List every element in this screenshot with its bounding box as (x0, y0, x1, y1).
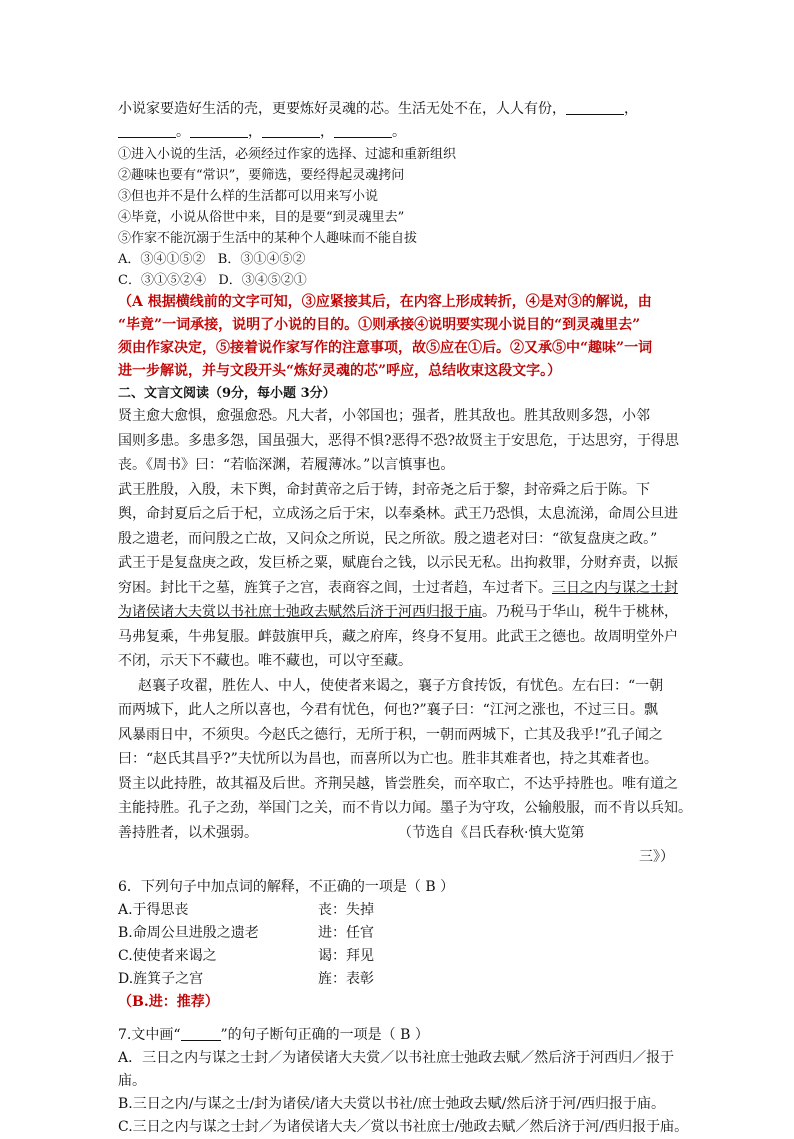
q7-option: B.三日之内/与谋之士/封为诸侯/诸大夫赏以书社/庶士弛政去赋/然后济于河/西归报于庙。 (118, 1095, 666, 1112)
underlined-sentence: 三日之内与谋之士封 (552, 579, 678, 596)
q7-stem: 7.文中画“ ”的句子断句正确的一项是（ B ） (118, 1026, 429, 1043)
passage-line: 丧。《周书》曰：“若临深渊，若履薄冰。”以言慎事也。 (118, 457, 455, 473)
q5-option: ③但也并不是什么样的生活都可以用来写小说 (118, 189, 379, 204)
q5-answer-line: 进一步解说，并与文段开头“炼好灵魂的芯”呼应，总结收束这段文字。） (118, 363, 562, 379)
q6-item: D.旌箕子之宫 旌：表彰 (118, 970, 374, 987)
passage-line: 曰：“赵氏其昌乎?”夫忧所以为昌也，而喜所以为亡也。胜非其难者也，持之其难者也。 (118, 751, 658, 767)
q5-answer-line: 须由作家决定，⑤接着说作家写作的注意事项，故⑤应在①后。②又承⑤中“趣味”一词 (118, 340, 653, 356)
passage-line: 不闭，示天下不藏也。唯不藏也，可以守至藏。 (118, 653, 412, 669)
passage-line: 武王胜殷，入殷，未下舆，命封黄帝之后于铸，封帝尧之后于黎，封帝舜之后于陈。下 (118, 481, 650, 498)
q6-item: B.命周公旦进殷之遗老 进：任官 (118, 924, 374, 941)
q7-option: 庙。 (118, 1072, 146, 1089)
q5-option: ④毕竟，小说从俗世中来，目的是要“到灵魂里去” (118, 210, 405, 225)
document-content (118, 98, 692, 1139)
answer-blank (566, 100, 624, 115)
q7-option: C.三日之内与谋之士封／为诸侯诸大夫／赏以书社庶士/弛政去赋／然后济于河/西归报于庙。 (118, 1118, 689, 1135)
q5-option: ②趣味也要有“常识”，要筛选，要经得起灵魂拷问 (118, 168, 405, 183)
q5-stem-line1: 小说家要造好生活的壳，更要炼好灵魂的芯。生活无处不在，人人有份， ， (118, 101, 638, 117)
q6-item: C.使使者来谒之 谒：拜见 (118, 947, 374, 964)
passage-line: 马弗复乘，牛弗复服。衅鼓旗甲兵，藏之府库，终身不复用。此武王之德也。故周明堂外户 (118, 628, 678, 645)
q5-option: ①进入小说的生活，必须经过作家的选择、过滤和重新组织 (118, 147, 457, 162)
q7-option: A．三日之内与谋之士封／为诸侯诸大夫赏／以书社庶士弛政去赋／然后济于河西归／报于 (118, 1049, 675, 1066)
passage-line: 舆，命封夏后之后于杞，立成汤之后于宋，以奉桑林。武王乃恐惧，太息流涕，命周公旦进 (118, 506, 678, 522)
passage-source: 三》） (639, 849, 674, 865)
passage-line: 贤主以此持胜，故其福及后世。齐荆吴越，皆尝胜矣，而卒取亡，不达乎持胜也。唯有道之 (118, 775, 678, 792)
passage-line: 主能持胜。孔子之劲，举国门之关，而不肯以力闻。墨子为守攻，公输般服，而不肯以兵知。 (118, 800, 692, 816)
passage-line: 国则多患。多患多怨，国虽强大，恶得不惧?恶得不恐?故贤主于安思危，于达思穷，于得思 (118, 432, 680, 449)
section-title: 二、文言文阅读（9分，每小题 3分） (118, 386, 336, 401)
q6-answer: （B.进：推荐） (118, 993, 219, 1010)
q5-choices-ab: A．③④①⑤② B．③①④⑤② (118, 252, 306, 267)
passage-line: 武王于是复盘庚之政，发巨桥之粟，赋鹿台之钱，以示民无私。出拘救罪，分财弃责，以振 (118, 555, 678, 571)
q6-stem: 6．下列句子中加点词的解释，不正确的一项是（ B ） (118, 878, 455, 895)
answer-blank (118, 123, 176, 138)
q5-stem-line2: 。 ， ， 。 (118, 121, 678, 144)
q6-item: A.于得思丧 丧：失掉 (118, 901, 374, 918)
passage-line: 赵襄子攻翟，胜佐人、中人，使使者来谒之，襄子方食抟饭，有忧色。左右曰：“一朝 (138, 677, 664, 694)
passage-line: 而两城下，此人之所以喜也，今君有忧色，何也?”襄子曰：“江河之涨也，不过三日。飘 (118, 702, 658, 718)
passage-last-line: 善持胜者，以术强弱。 （节选自《吕氏春秋·慎大览第 (118, 824, 585, 841)
underline-sample (181, 1026, 221, 1041)
passage-line: 殷之遗老，而问殷之亡故，又问众之所说，民之所欲。殷之遗老对曰：“欲复盘庚之政。” (118, 530, 658, 547)
passage-line: 风暴雨日中，不须臾。今赵氏之德行，无所于积，一朝而两城下，亡其及我乎!”孔子闻之 (118, 726, 663, 743)
q5-answer-line: （A 根据横线前的文字可知，③应紧接其后，在内容上形成转折，④是对③的解说，由 (118, 294, 652, 310)
passage-line: 穷困。封比干之墓，旌箕子之宫，表商容之闾，士过者趋，车过者下。三日之内与谋之士封 (118, 579, 678, 596)
answer-blank (190, 123, 248, 138)
q5-choices-cd: C．③①⑤②④ D．③④⑤②① (118, 273, 307, 288)
passage-line: 贤主愈大愈惧，愈强愈恐。凡大者，小邻国也；强者，胜其敌也。胜其敌则多怨，小邻 (118, 408, 650, 424)
underlined-sentence: 为诸侯诸大夫赏以书社庶士弛政去赋然后济于河西归报于庙 (118, 604, 482, 620)
q5-option: ⑤作家不能沉溺于生活中的某种个人趣味而不能自拔 (118, 231, 418, 246)
q5-answer-line: “毕竟”一词承接，说明了小说的目的。①则承接④说明要实现小说目的“到灵魂里去” (118, 317, 641, 333)
answer-blank (262, 123, 320, 138)
passage-source: （节选自《吕氏春秋·慎大览第 (398, 824, 585, 841)
answer-blank (334, 123, 392, 138)
passage-line: 为诸侯诸大夫赏以书社庶士弛政去赋然后济于河西归报于庙。乃税马于华山，税牛于桃林， (118, 604, 678, 620)
